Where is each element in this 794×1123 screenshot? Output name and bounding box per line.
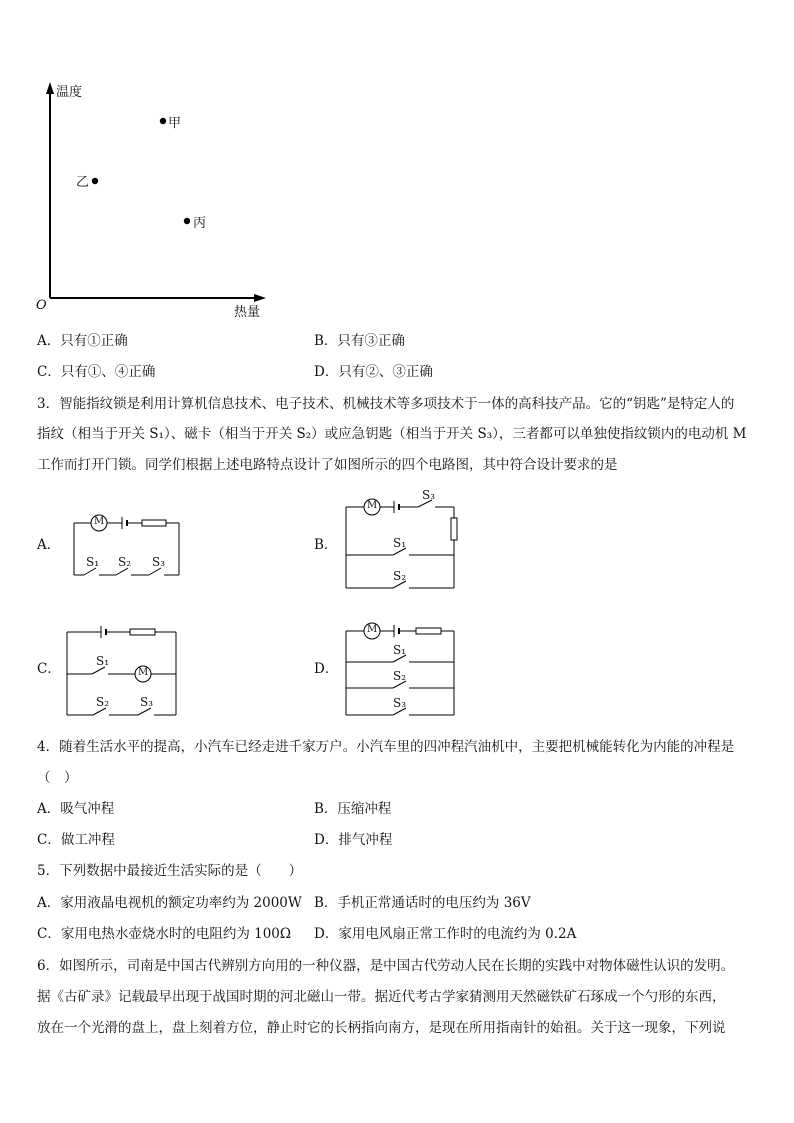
q5-option-c: C．家用电热水壶烧水时的电阻约为 100Ω [37, 926, 292, 942]
q4-option-b: B．压缩冲程 [314, 801, 392, 817]
q6-stem-line2: 据《古矿录》记载最早出现于战国时期的河北磁山一带。据近代考古学家猜测用天然磁铁矿石琢成一个勺形的东西， [37, 989, 726, 1005]
q4-stem-line2: （ ） [37, 770, 78, 786]
q5-stem: 5．下列数据中最接近生活实际的是（ ） [37, 863, 303, 879]
resistor-c [130, 629, 155, 635]
point-jia [160, 118, 166, 124]
motor-b-label: M [367, 500, 378, 511]
q2-option-b: B．只有③正确 [314, 333, 405, 349]
motor-d-label: M [367, 624, 378, 635]
circuit-b [338, 488, 468, 593]
resistor-d [416, 628, 441, 634]
switch-c-s3-label: S₃ [140, 695, 154, 709]
switch-d-s2-label: S₂ [393, 669, 407, 683]
switch-b-s2-label: S₂ [393, 569, 407, 583]
q3-option-d-label: D． [314, 661, 339, 677]
q6-stem-line1: 6．如图所示，司南是中国古代辨别方向用的一种仪器，是中国古代劳动人民在长期的实践中对物体磁性认识的发明。 [37, 958, 735, 974]
switch-d-s1-label: S₁ [393, 643, 407, 657]
switch-a-s2-label: S₂ [118, 555, 132, 569]
switch-a-s1 [84, 568, 96, 575]
switch-a-s1-label: S₁ [86, 555, 100, 569]
circuit-a [66, 505, 186, 587]
q3-option-b-label: B． [314, 537, 338, 553]
y-axis-label: 温度 [56, 85, 83, 100]
switch-c-s1 [92, 667, 105, 674]
temperature-heat-graph [30, 78, 280, 323]
point-yi [92, 178, 98, 184]
q3-option-c-label: C． [37, 661, 61, 677]
x-axis-label: 热量 [234, 305, 261, 320]
switch-c-s2 [93, 708, 106, 715]
q4-option-a: A．吸气冲程 [37, 801, 115, 817]
switch-a-s2 [116, 568, 128, 575]
q4-option-c: C．做工冲程 [37, 832, 115, 848]
q5-option-b: B．手机正常通话时的电压约为 36V [314, 895, 531, 911]
q5-option-d: D．家用电风扇正常工作时的电流约为 0.2A [314, 926, 577, 942]
q2-option-a: A．只有①正确 [37, 333, 128, 349]
switch-a-s3-label: S₃ [152, 555, 166, 569]
motor-c-label: M [138, 667, 149, 678]
resistor-a [142, 520, 166, 526]
q6-stem-line3: 放在一个光滑的盘上，盘上刻着方位，静止时它的长柄指向南方，是现在所用指南针的始祖。关于这一现象，下列说 [37, 1020, 726, 1036]
q4-stem-line1: 4．随着生活水平的提高，小汽车已经走进千家万户。小汽车里的四冲程汽油机中，主要把机械能转化为内能的冲程是 [37, 739, 735, 755]
resistor-b [451, 518, 457, 540]
motor-a-label: M [94, 516, 105, 527]
q3-stem-line2: 指纹（相当于开关 S₁）、磁卡（相当于开关 S₂）或应急钥匙（相当于开关 S₃），三者都可以单独使指纹锁内的电动机 M [37, 426, 747, 442]
switch-c-s1-label: S₁ [96, 654, 110, 668]
point-bing [184, 218, 190, 224]
q2-option-d: D．只有②、③正确 [314, 364, 433, 380]
switch-c-s3 [138, 708, 151, 715]
q5-option-a: A．家用液晶电视机的额定功率约为 2000W [37, 895, 302, 911]
q2-option-c: C．只有①、④正确 [37, 364, 156, 380]
switch-d-s3-label: S₃ [393, 696, 407, 710]
q3-option-a-label: A． [37, 537, 61, 553]
q3-stem-line3: 工作而打开门锁。同学们根据上述电路特点设计了如图所示的四个电路图，其中符合设计要求的是 [37, 457, 618, 473]
point-label-jia: 甲 [168, 116, 182, 131]
point-label-yi: 乙 [76, 175, 90, 190]
switch-b-s3-label: S₃ [422, 488, 436, 502]
q3-stem-line1: 3．智能指纹锁是利用计算机信息技术、电子技术、机械技术等多项技术于一体的高科技产品。它的“钥匙”是特定人的 [37, 396, 735, 412]
graph-svg [30, 78, 280, 323]
point-label-bing: 丙 [193, 216, 207, 231]
circuit-d [338, 615, 463, 720]
circuit-c [60, 622, 185, 722]
switch-a-s3 [149, 568, 161, 575]
q4-option-d: D．排气冲程 [314, 832, 393, 848]
y-axis-arrow [46, 82, 54, 94]
switch-c-s2-label: S₂ [96, 695, 110, 709]
switch-b-s1-label: S₁ [393, 536, 407, 550]
origin-label: O [36, 298, 47, 313]
